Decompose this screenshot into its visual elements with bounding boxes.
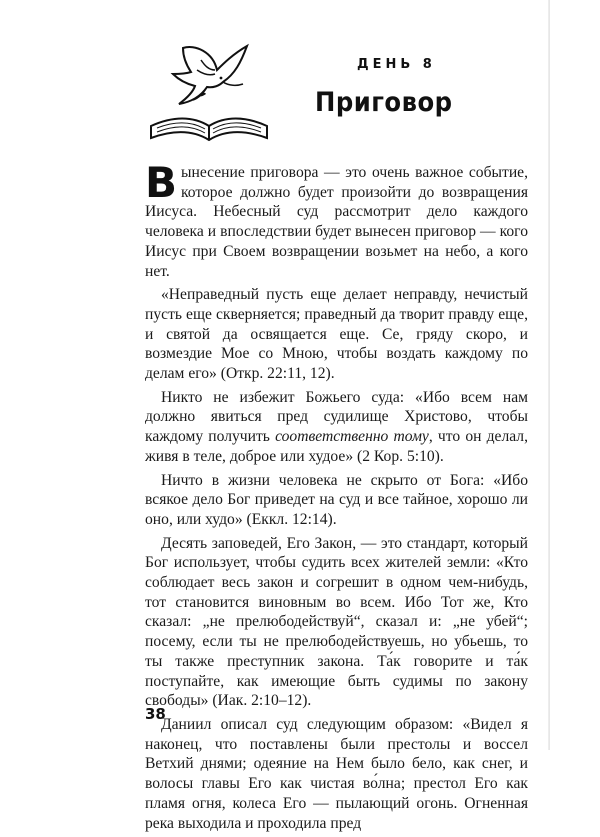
chapter-title: Приговор [315, 87, 453, 118]
dove-over-open-book-icon [143, 40, 275, 145]
paragraph-3-emphasis: соответственно тому [275, 428, 429, 446]
paragraph-6: Даниил описал суд следующим образом: «Видел я наконец, что поставлены были престолы и воссел Ветхий днями; одеяние на Нем было бело, как снег, и волосы главы Его как чистая во́лна; престол Его как пламя огня, колеса Его — пылающий огонь. Огненная река выходила и проходила пред [145, 715, 528, 832]
paragraph-4: Ничто в жизни человека не скрыто от Бога: «Ибо всякое дело Бог приведет на суд и все тайное, хорошо ли оно, или худо» (Еккл. 12:14). [145, 471, 528, 528]
paragraph-3-text-a: Никто не избежит Божьего суда: «Ибо всем нам должно явиться пред судилище Христово, чтобы каждому получить [145, 388, 528, 446]
page-number: 38 [145, 705, 166, 723]
paragraph-3-text-b: , что он делал, живя в теле, доброе или худое» (2 Кор. 5:10). [145, 428, 528, 465]
paragraph-2: «Неправедный пусть еще делает неправду, нечистый пусть еще скверняется; праведный да творит правду еще, и святой да освящается еще. Се, гряду скоро, и возмездие Мое со Мною, чтобы воздать каждому по делам его» (Откр. 22:11, 12). [145, 286, 528, 383]
page-edge-shadow [548, 0, 550, 750]
paragraph-1 [145, 158, 528, 281]
chapter-label: ДЕНЬ 8 [357, 57, 436, 72]
paragraph-1-text: ынесение приговора — это очень важное событие, которое должно будет произойти до возвращения Иисуса. Небесный суд рассмотрит дело каждого человека и впоследствии будет вынесен приговор — кого Иисус при Своем возвращении возьмет на небо, а кого нет. [145, 164, 528, 280]
paragraph-3 [145, 388, 528, 467]
drop-cap: В [145, 158, 178, 207]
paragraph-5: Десять заповедей, Его Закон, — это стандарт, который Бог использует, чтобы судить всех жителей земли: «Кто соблюдает весь закон и согрешит в одном чем-нибудь, тот становится виновным во всем. Ибо Тот же, Кто сказал: „не прелюбодействуй“, сказал и: „не убей“; посему, если ты не прелюбодействуешь, но убьешь, то ты также преступник закона. Та́к говорите и та́к поступайте, как имеющие быть судимы по закону свободы» (Иак. 2:10–12). [145, 534, 528, 710]
body-text [145, 158, 528, 837]
